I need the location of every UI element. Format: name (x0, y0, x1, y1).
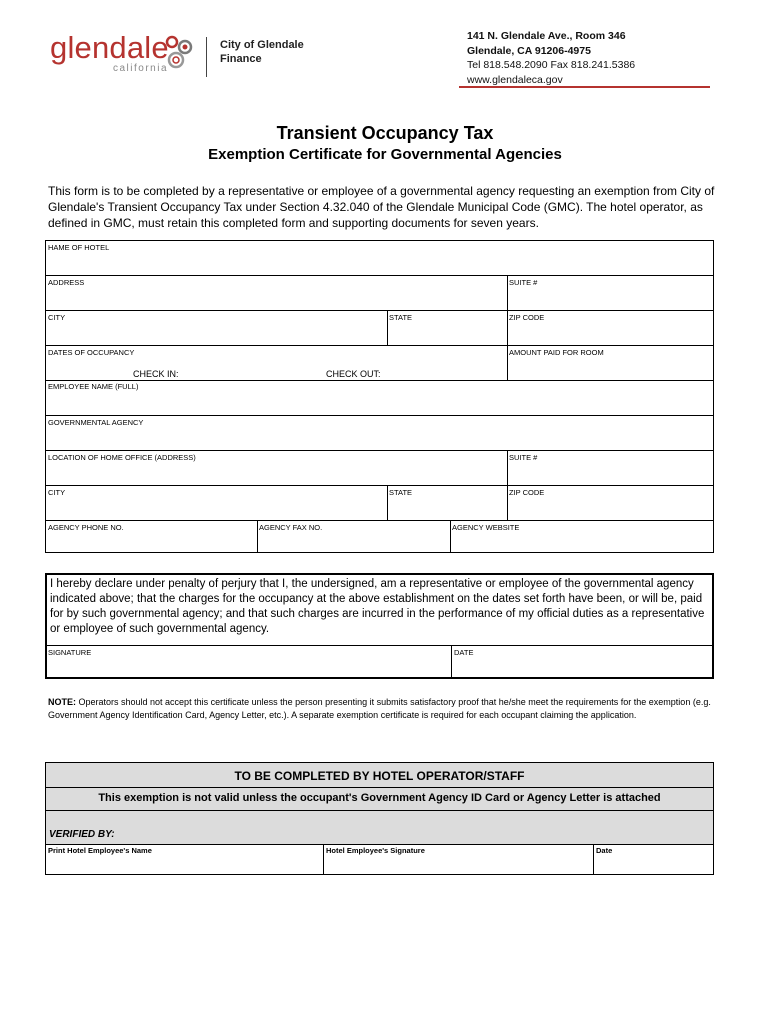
address-line-1: 141 N. Glendale Ave., Room 346 (467, 30, 626, 42)
check-out-field[interactable]: CHECK OUT: (326, 369, 381, 379)
col-divider (507, 310, 508, 345)
state-2-field[interactable]: STATE (389, 488, 413, 497)
row-divider (46, 380, 713, 381)
agency-website-field[interactable]: AGENCY WEBSITE (452, 523, 520, 532)
dept-line-2: Finance (220, 53, 262, 65)
operator-subheading: This exemption is not valid unless the occupant's Government Agency ID Card or Agency Letter is attached (98, 792, 661, 804)
col-divider (507, 450, 508, 485)
col-divider (387, 310, 388, 345)
row-divider (46, 450, 713, 451)
operator-note (48, 696, 718, 722)
page-title: Transient Occupancy Tax (276, 123, 494, 143)
row-divider (46, 310, 713, 311)
row-divider (46, 415, 713, 416)
operator-date-field[interactable]: Date (596, 846, 613, 855)
address-line-2: Glendale, CA 91206-4975 (467, 44, 591, 57)
note-text: Operators should not accept this certificate unless the person presenting it submits satisfactory proof that he/she meet the requirements for the exemption (e.g. Government Agency Identification Card, Agency Letter, etc.). A separate exemption certificate is required for each occupant claiming the application. (48, 697, 711, 720)
check-in-field[interactable]: CHECK IN: (133, 369, 179, 379)
col-divider (507, 345, 508, 380)
suite-2-field[interactable]: SUITE # (509, 453, 538, 462)
declaration-box (45, 573, 714, 679)
occupancy-form (45, 240, 714, 553)
address-field[interactable]: ADDRESS (48, 278, 85, 287)
col-divider (450, 520, 451, 553)
print-employee-name-field[interactable]: Print Hotel Employee's Name (48, 846, 152, 855)
agency-field[interactable]: GOVERNMENTAL AGENCY (48, 418, 144, 427)
row-divider (46, 345, 713, 346)
state-field[interactable]: STATE (389, 313, 413, 322)
row-divider (46, 485, 713, 486)
verified-by-label: VERIFIED BY: (49, 829, 115, 840)
logo-rings-icon (163, 34, 197, 74)
page-subtitle: Exemption Certificate for Governmental Agencies (208, 146, 562, 163)
row-divider (46, 275, 713, 276)
city-field[interactable]: CITY (48, 313, 66, 322)
address-line-3: Tel 818.548.2090 Fax 818.241.5386 (467, 59, 636, 71)
header-rule (459, 86, 710, 88)
logo-wordmark: glendale (50, 30, 169, 65)
city-2-field[interactable]: CITY (48, 488, 66, 497)
note-label: NOTE: (48, 697, 76, 707)
hotel-name-field[interactable]: HAME OF HOTEL (48, 243, 110, 252)
col-divider (507, 485, 508, 520)
home-office-field[interactable]: LOCATION OF HOME OFFICE (ADDRESS) (48, 453, 196, 462)
amount-paid-field[interactable]: AMOUNT PAID FOR ROOM (509, 348, 604, 357)
office-address (467, 29, 635, 87)
employee-name-field[interactable]: EMPLOYEE NAME (FULL) (48, 382, 139, 391)
logo-subtext: california (113, 63, 169, 74)
row-divider (46, 520, 713, 521)
dates-of-occupancy-field[interactable]: DATES OF OCCUPANCY (48, 348, 135, 357)
operator-col-divider (593, 844, 594, 874)
declaration-text: I hereby declare under penalty of perjury that I, the undersigned, am a representative or employee of the governmental agency indicated above; that the charges for the occupancy at the above establishment on the dates set forth have been, or will be, paid for by such governmental agency; and that such charges are incurred in the performance of my official duties as a representative or employee of such governmental agency. (50, 578, 705, 635)
operator-col-divider (323, 844, 324, 874)
operator-signature-row (46, 844, 713, 874)
declaration-date-field[interactable]: DATE (454, 648, 474, 657)
operator-heading: TO BE COMPLETED BY HOTEL OPERATOR/STAFF (234, 769, 525, 783)
zip-2-field[interactable]: ZIP CODE (509, 488, 545, 497)
address-line-4: www.glendaleca.gov (467, 73, 563, 86)
header-divider (206, 37, 207, 77)
operator-section (45, 762, 714, 875)
agency-phone-field[interactable]: AGENCY PHONE NO. (48, 523, 124, 532)
col-divider (507, 275, 508, 310)
col-divider (387, 485, 388, 520)
operator-divider (46, 810, 713, 811)
declaration-col-divider (451, 645, 452, 677)
agency-fax-field[interactable]: AGENCY FAX NO. (259, 523, 323, 532)
employee-signature-field[interactable]: Hotel Employee's Signature (326, 846, 425, 855)
operator-divider (46, 787, 713, 788)
suite-field[interactable]: SUITE # (509, 278, 538, 287)
zip-field[interactable]: ZIP CODE (509, 313, 545, 322)
intro-paragraph: This form is to be completed by a representative or employee of a governmental agency requesting an exemption from City of Glendale's Transient Occupancy Tax under Section 4.32.040 of the Glendale Municipal Code (GMC). The hotel operator, as defined in GMC, must retain this completed form and supporting documents for seven years. (48, 184, 715, 230)
signature-field[interactable]: SIGNATURE (48, 648, 92, 657)
col-divider (257, 520, 258, 553)
dept-line-1: City of Glendale (220, 39, 304, 51)
operator-divider (46, 844, 713, 845)
declaration-divider (47, 645, 712, 646)
department-name (220, 38, 304, 66)
